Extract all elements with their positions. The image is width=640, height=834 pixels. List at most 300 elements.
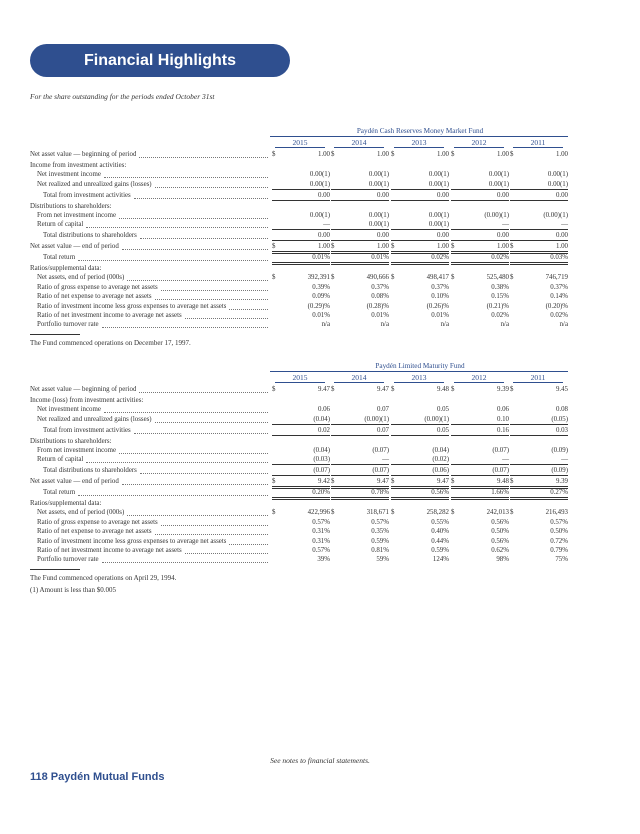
row-label: Ratio of gross expense to average net assets bbox=[37, 518, 158, 526]
cell-value: 392,391 bbox=[307, 274, 330, 282]
leader-dots bbox=[119, 453, 268, 454]
cell-value: 0.62% bbox=[491, 546, 509, 554]
cell-value: (0.07) bbox=[372, 446, 389, 454]
value-cell bbox=[331, 170, 389, 179]
row-label: Net assets, end of period (000s) bbox=[37, 509, 125, 517]
value-cell bbox=[391, 466, 449, 475]
cell-value: 0.02 bbox=[317, 426, 330, 434]
value-cell bbox=[451, 466, 509, 475]
cell-value: (0.07) bbox=[372, 467, 389, 475]
cell-value: (0.07) bbox=[492, 467, 509, 475]
single-underline bbox=[331, 475, 389, 476]
value-cell bbox=[391, 150, 449, 159]
single-underline bbox=[510, 435, 568, 436]
year-rule bbox=[275, 382, 325, 383]
table-row bbox=[30, 405, 570, 414]
value-cell bbox=[272, 488, 330, 497]
row-label: Net realized and unrealized gains (losses) bbox=[37, 415, 152, 423]
cell-value: 0.59% bbox=[371, 537, 389, 545]
leader-dots bbox=[86, 462, 268, 463]
value-cell bbox=[391, 311, 449, 320]
cell-value: 0.37% bbox=[431, 283, 449, 291]
table-row bbox=[30, 477, 570, 486]
cell-value: 1.00 bbox=[317, 243, 330, 251]
value-cell bbox=[272, 477, 330, 486]
row-label: Portfolio turnover rate bbox=[37, 556, 99, 564]
table-row bbox=[30, 180, 570, 189]
leader-dots bbox=[127, 280, 268, 281]
leader-dots bbox=[104, 412, 268, 413]
single-underline bbox=[510, 424, 568, 425]
cell-value: 0.16 bbox=[496, 426, 509, 434]
cell-value: 0.00 bbox=[555, 232, 568, 240]
single-underline bbox=[510, 240, 568, 241]
footnote-rule bbox=[30, 569, 80, 570]
value-cell bbox=[510, 415, 568, 424]
single-underline bbox=[331, 189, 389, 190]
value-cell bbox=[510, 385, 568, 394]
value-cell bbox=[272, 292, 330, 301]
cell-value: n/a bbox=[500, 321, 509, 329]
year-header: 2014 bbox=[351, 373, 367, 382]
year-rule bbox=[454, 147, 504, 148]
single-underline bbox=[272, 200, 330, 201]
value-cell bbox=[272, 385, 330, 394]
cell-value: 9.47 bbox=[376, 386, 389, 393]
value-cell bbox=[451, 191, 509, 200]
footnote-rule bbox=[30, 334, 80, 335]
single-underline bbox=[391, 240, 449, 241]
value-cell bbox=[331, 231, 389, 240]
see-notes-text: See notes to financial statements. bbox=[270, 756, 370, 765]
year-rule bbox=[394, 382, 444, 383]
cell-value: 0.00(1) bbox=[428, 180, 449, 188]
cell-value: (0.05) bbox=[551, 415, 568, 423]
value-cell bbox=[331, 211, 389, 220]
row-label: Return of capital bbox=[37, 221, 84, 229]
cell-value: 258,282 bbox=[426, 509, 449, 517]
value-cell bbox=[510, 466, 568, 475]
year-header: 2012 bbox=[471, 138, 487, 147]
dollar-sign: $ bbox=[451, 243, 455, 251]
single-underline bbox=[272, 189, 330, 190]
cell-value: 0.10 bbox=[496, 415, 509, 423]
row-label: Net assets, end of period (000s) bbox=[37, 274, 125, 282]
value-cell bbox=[331, 518, 389, 527]
table-row bbox=[30, 466, 570, 475]
value-cell bbox=[391, 220, 449, 229]
cell-value: (0.03) bbox=[313, 456, 330, 464]
table-row bbox=[30, 320, 570, 329]
row-label: Ratio of net expense to average net assets bbox=[37, 528, 152, 536]
value-cell bbox=[331, 415, 389, 424]
value-cell bbox=[272, 555, 330, 564]
value-cell bbox=[272, 415, 330, 424]
single-underline bbox=[331, 240, 389, 241]
row-label: Total from investment activities bbox=[43, 191, 131, 199]
cell-value: 0.05 bbox=[436, 426, 449, 434]
value-cell bbox=[451, 537, 509, 546]
value-cell bbox=[451, 518, 509, 527]
table-row bbox=[30, 396, 570, 405]
cell-value: 0.06 bbox=[317, 406, 330, 414]
cell-value: (0.09) bbox=[551, 467, 568, 475]
table-row bbox=[30, 253, 570, 262]
row-label: Total return bbox=[43, 489, 76, 496]
value-cell bbox=[510, 253, 568, 262]
cell-value: 0.57% bbox=[550, 518, 568, 526]
value-cell bbox=[272, 405, 330, 414]
year-header: 2011 bbox=[530, 373, 546, 382]
single-underline bbox=[510, 464, 568, 465]
dollar-sign: $ bbox=[331, 243, 335, 251]
value-cell bbox=[272, 527, 330, 536]
cell-value: (0.29)% bbox=[307, 302, 330, 310]
cell-value: 0.08% bbox=[371, 293, 389, 301]
row-label: Ratio of investment income less gross expenses to average net assets bbox=[37, 537, 227, 545]
value-cell bbox=[451, 546, 509, 555]
leader-dots bbox=[140, 238, 268, 239]
table-row bbox=[30, 555, 570, 564]
cell-value: 9.39 bbox=[496, 386, 509, 393]
cell-value: n/a bbox=[440, 321, 449, 329]
cell-value: 0.59% bbox=[431, 546, 449, 554]
cell-value: — bbox=[561, 221, 568, 229]
dollar-sign: $ bbox=[331, 509, 335, 517]
value-cell bbox=[391, 211, 449, 220]
cell-value: 0.78% bbox=[371, 489, 389, 496]
financial-highlights-banner: Financial Highlights bbox=[30, 44, 290, 77]
row-label: Ratios/supplemental data: bbox=[30, 264, 102, 272]
table-row bbox=[30, 292, 570, 301]
row-label: Net asset value — end of period bbox=[30, 478, 119, 486]
cell-value: 0.55% bbox=[431, 518, 449, 526]
cell-value: 0.00 bbox=[436, 232, 449, 240]
table-row bbox=[30, 242, 570, 251]
cell-value: 0.00(1) bbox=[547, 171, 568, 179]
cell-value: 39% bbox=[317, 556, 330, 564]
value-cell bbox=[331, 477, 389, 486]
cell-value: (0.02) bbox=[432, 456, 449, 464]
value-cell bbox=[391, 508, 449, 517]
dollar-sign: $ bbox=[272, 243, 276, 251]
dollar-sign: $ bbox=[510, 243, 514, 251]
value-cell bbox=[331, 191, 389, 200]
value-cell bbox=[391, 231, 449, 240]
cell-value: 0.39% bbox=[312, 283, 330, 291]
single-underline bbox=[391, 475, 449, 476]
dollar-sign: $ bbox=[272, 386, 276, 393]
cell-value: — bbox=[502, 456, 509, 464]
cell-value: 0.00(1) bbox=[488, 171, 509, 179]
cell-value: n/a bbox=[559, 321, 568, 329]
table-row bbox=[30, 220, 570, 229]
dollar-sign: $ bbox=[272, 274, 276, 282]
table-row bbox=[30, 385, 570, 394]
value-cell bbox=[451, 311, 509, 320]
row-label: Income (loss) from investment activities: bbox=[30, 396, 144, 404]
cell-value: 318,671 bbox=[366, 509, 389, 517]
value-cell bbox=[331, 180, 389, 189]
value-cell bbox=[451, 488, 509, 497]
table-row bbox=[30, 527, 570, 536]
year-rule bbox=[334, 147, 384, 148]
value-cell bbox=[391, 446, 449, 455]
table-row bbox=[30, 415, 570, 424]
cell-value: 0.56% bbox=[491, 518, 509, 526]
cell-value: 0.02% bbox=[550, 311, 568, 319]
cell-value: (0.00)(1) bbox=[543, 211, 568, 219]
single-underline bbox=[272, 475, 330, 476]
leader-dots bbox=[119, 218, 268, 219]
dollar-sign: $ bbox=[391, 274, 395, 282]
cell-value: 1.00 bbox=[376, 243, 389, 251]
table-row bbox=[30, 508, 570, 517]
dollar-sign: $ bbox=[391, 151, 395, 158]
value-cell bbox=[331, 302, 389, 311]
value-cell bbox=[391, 477, 449, 486]
value-cell bbox=[510, 405, 568, 414]
single-underline bbox=[391, 229, 449, 230]
value-cell bbox=[272, 273, 330, 282]
value-cell bbox=[451, 320, 509, 329]
leader-dots bbox=[102, 327, 268, 328]
value-cell bbox=[391, 518, 449, 527]
cell-value: 525,480 bbox=[486, 274, 509, 282]
cell-value: n/a bbox=[380, 321, 389, 329]
dollar-sign: $ bbox=[391, 386, 395, 393]
single-underline bbox=[451, 475, 509, 476]
row-label: Distributions to shareholders: bbox=[30, 437, 112, 445]
value-cell bbox=[451, 446, 509, 455]
leader-dots bbox=[122, 484, 268, 485]
value-cell bbox=[510, 220, 568, 229]
row-label: Total return bbox=[43, 254, 76, 261]
cell-value: 0.37% bbox=[371, 283, 389, 291]
row-label: Net asset value — beginning of period bbox=[30, 151, 137, 158]
value-cell bbox=[272, 220, 330, 229]
value-cell bbox=[510, 508, 568, 517]
value-cell bbox=[331, 273, 389, 282]
value-cell bbox=[391, 170, 449, 179]
dollar-sign: $ bbox=[391, 243, 395, 251]
cell-value: 498,417 bbox=[426, 274, 449, 282]
dollar-sign: $ bbox=[391, 478, 395, 486]
table-row bbox=[30, 231, 570, 240]
value-cell bbox=[331, 385, 389, 394]
cell-value: 0.50% bbox=[550, 528, 568, 536]
value-cell bbox=[272, 283, 330, 292]
table-row bbox=[30, 202, 570, 211]
cell-value: 0.00(1) bbox=[368, 180, 389, 188]
value-cell bbox=[391, 527, 449, 536]
row-label: Total distributions to shareholders bbox=[43, 467, 137, 475]
value-cell bbox=[510, 320, 568, 329]
value-cell bbox=[391, 546, 449, 555]
value-cell bbox=[331, 546, 389, 555]
value-cell bbox=[510, 231, 568, 240]
leader-dots bbox=[229, 309, 268, 310]
cell-value: 0.38% bbox=[491, 283, 509, 291]
value-cell bbox=[272, 508, 330, 517]
value-cell bbox=[391, 292, 449, 301]
value-cell bbox=[272, 518, 330, 527]
single-underline bbox=[272, 240, 330, 241]
cell-value: 9.47 bbox=[436, 478, 449, 486]
value-cell bbox=[331, 150, 389, 159]
value-cell bbox=[451, 273, 509, 282]
value-cell bbox=[510, 283, 568, 292]
cell-value: 0.37% bbox=[550, 283, 568, 291]
single-underline bbox=[451, 424, 509, 425]
cell-value: 0.01% bbox=[312, 254, 330, 261]
cell-value: 0.81% bbox=[371, 546, 389, 554]
value-cell bbox=[391, 455, 449, 464]
cell-value: 0.10% bbox=[431, 293, 449, 301]
value-cell bbox=[510, 170, 568, 179]
cell-value: 0.31% bbox=[312, 528, 330, 536]
cell-value: 0.00(1) bbox=[368, 211, 389, 219]
leader-dots bbox=[229, 544, 268, 545]
cell-value: 0.14% bbox=[550, 293, 568, 301]
leader-dots bbox=[78, 495, 268, 496]
year-rule bbox=[513, 382, 563, 383]
dollar-sign: $ bbox=[272, 151, 276, 158]
cell-value: 0.02% bbox=[431, 254, 449, 261]
leader-dots bbox=[155, 299, 268, 300]
value-cell bbox=[331, 405, 389, 414]
table-row bbox=[30, 273, 570, 282]
dollar-sign: $ bbox=[510, 478, 514, 486]
cell-value: 1.00 bbox=[436, 243, 449, 251]
fund-title: Paydén Limited Maturity Fund bbox=[375, 362, 465, 370]
value-cell bbox=[510, 488, 568, 497]
cell-value: (0.04) bbox=[313, 415, 330, 423]
table-row bbox=[30, 264, 570, 273]
cell-value: 0.00(1) bbox=[428, 211, 449, 219]
value-cell bbox=[451, 302, 509, 311]
cell-value: 0.07 bbox=[376, 426, 389, 434]
table-row bbox=[30, 488, 570, 497]
value-cell bbox=[510, 527, 568, 536]
leader-dots bbox=[155, 422, 268, 423]
value-cell bbox=[331, 555, 389, 564]
value-cell bbox=[510, 518, 568, 527]
row-label: Net investment income bbox=[37, 406, 101, 414]
row-label: Net asset value — beginning of period bbox=[30, 386, 137, 393]
value-cell bbox=[272, 302, 330, 311]
year-header: 2012 bbox=[471, 373, 487, 382]
year-rule bbox=[275, 147, 325, 148]
cell-value: 9.47 bbox=[376, 478, 389, 486]
cell-value: 0.44% bbox=[431, 537, 449, 545]
leader-dots bbox=[155, 187, 268, 188]
value-cell bbox=[510, 426, 568, 435]
cell-value: (0.21)% bbox=[486, 302, 509, 310]
value-cell bbox=[331, 488, 389, 497]
dollar-sign: $ bbox=[272, 478, 276, 486]
leader-dots bbox=[161, 525, 268, 526]
cell-value: 0.09% bbox=[312, 293, 330, 301]
value-cell bbox=[391, 405, 449, 414]
value-cell bbox=[331, 311, 389, 320]
cell-value: 0.00(1) bbox=[488, 180, 509, 188]
cell-value: — bbox=[561, 456, 568, 464]
value-cell bbox=[451, 455, 509, 464]
cell-value: 0.00(1) bbox=[309, 171, 330, 179]
cell-value: 124% bbox=[432, 556, 449, 564]
year-header: 2011 bbox=[530, 138, 546, 147]
value-cell bbox=[272, 311, 330, 320]
cell-value: — bbox=[323, 221, 330, 229]
cell-value: 0.02% bbox=[491, 254, 509, 261]
dollar-sign: $ bbox=[510, 151, 514, 158]
row-label: Ratio of net investment income to average net assets bbox=[37, 311, 182, 319]
value-cell bbox=[451, 211, 509, 220]
cell-value: (0.00)(1) bbox=[484, 211, 509, 219]
page-subtitle: For the share outstanding for the periods ended October 31st bbox=[30, 92, 215, 101]
cell-value: 59% bbox=[376, 556, 389, 564]
cell-value: 0.05 bbox=[436, 406, 449, 414]
cell-value: 1.00 bbox=[496, 243, 509, 251]
value-cell bbox=[272, 231, 330, 240]
cell-value: 9.48 bbox=[436, 386, 449, 393]
year-header: 2013 bbox=[411, 138, 427, 147]
value-cell bbox=[331, 455, 389, 464]
value-cell bbox=[331, 537, 389, 546]
value-cell bbox=[391, 180, 449, 189]
table-row bbox=[30, 546, 570, 555]
cell-value: (0.07) bbox=[313, 467, 330, 475]
single-underline bbox=[451, 464, 509, 465]
row-label: Net asset value — end of period bbox=[30, 243, 119, 251]
leader-dots bbox=[104, 177, 268, 178]
value-cell bbox=[451, 508, 509, 517]
cell-value: 0.27% bbox=[550, 489, 568, 496]
cell-value: 0.79% bbox=[550, 546, 568, 554]
cell-value: 0.35% bbox=[371, 528, 389, 536]
value-cell bbox=[391, 253, 449, 262]
table-row bbox=[30, 211, 570, 220]
value-cell bbox=[391, 302, 449, 311]
cell-value: 0.00 bbox=[317, 191, 330, 199]
table-row bbox=[30, 455, 570, 464]
value-cell bbox=[331, 253, 389, 262]
cell-value: 0.06 bbox=[496, 406, 509, 414]
cell-value: 1.00 bbox=[317, 151, 330, 158]
value-cell bbox=[331, 283, 389, 292]
leader-dots bbox=[122, 249, 268, 250]
year-header: 2013 bbox=[411, 373, 427, 382]
cell-value: 1.00 bbox=[496, 151, 509, 158]
value-cell bbox=[272, 242, 330, 251]
dollar-sign: $ bbox=[510, 386, 514, 393]
cell-value: 0.00 bbox=[376, 191, 389, 199]
value-cell bbox=[451, 426, 509, 435]
value-cell bbox=[272, 546, 330, 555]
cell-value: 0.03% bbox=[550, 254, 568, 261]
value-cell bbox=[451, 180, 509, 189]
single-underline bbox=[272, 424, 330, 425]
value-cell bbox=[451, 477, 509, 486]
row-label: Net realized and unrealized gains (losses) bbox=[37, 180, 152, 188]
cell-value: 1.00 bbox=[436, 151, 449, 158]
fund-title: Paydén Cash Reserves Money Market Fund bbox=[356, 127, 484, 135]
value-cell bbox=[451, 292, 509, 301]
leader-dots bbox=[127, 515, 268, 516]
value-cell bbox=[272, 426, 330, 435]
cell-value: 0.15% bbox=[491, 293, 509, 301]
